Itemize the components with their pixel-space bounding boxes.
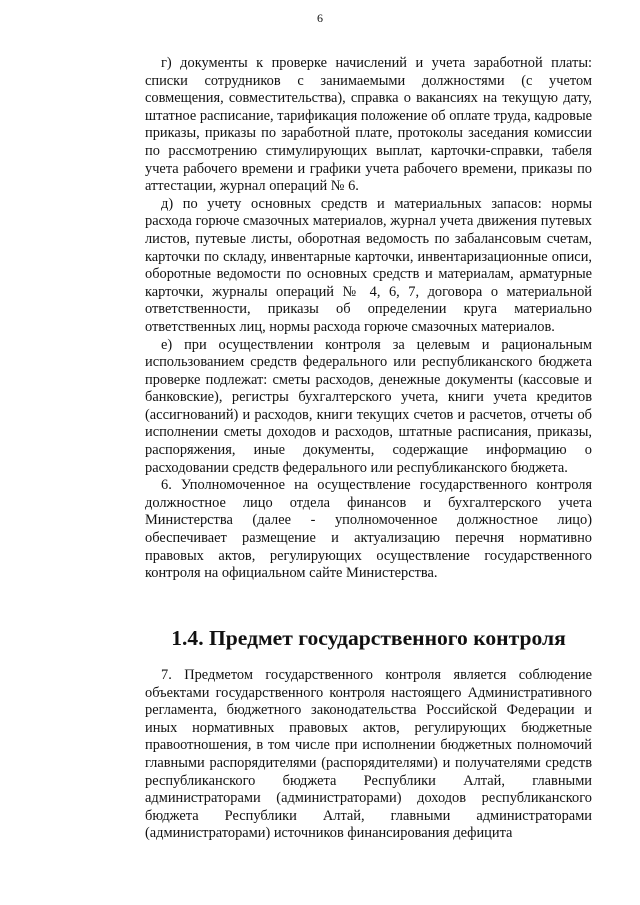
- page-number: 6: [317, 11, 323, 25]
- paragraph-item-g: г) документы к проверке начислений и учета заработной платы: списки сотрудников с занимаемыми должностями (с учетом совмещения, совместительства), справка о вакансиях на текущую дату, штатное расписание, тарификация положение об оплате труда, кадровые приказы, приказы по заработной плате, протоколы заседания комиссии по рассмотрению стимулирующих выплат, карточки-справки, табеля учета рабочего времени и графики учета рабочего времени, приказы по аттестации, журнал операций № 6.: [145, 55, 592, 195]
- paragraph-item-e: е) при осуществлении контроля за целевым и рациональным использованием средств федерального или республиканского бюджета проверке подлежат: сметы расходов, денежные документы (кассовые и банковские), регистры бухгалтерского учета, книги учета кредитов (ассигнований) и расходов, книги текущих счетов и расчетов, отчеты об исполнении сметы доходов и расходов, штатные расписания, приказы, распоряжения, иные документы, содержащие информацию о расходовании средств федерального или республиканского бюджета.: [145, 336, 592, 476]
- body-text-top: [145, 55, 592, 583]
- paragraph-6: 6. Уполномоченное на осуществление государственного контроля должностное лицо отдела финансов и бухгалтерского учета Министерства (далее - уполномоченное должностное лицо) обеспечивает размещение и актуализацию перечня нормативно правовых актов, регулирующих осуществление государственного контроля на официальном сайте Министерства.: [145, 477, 592, 582]
- paragraph-7: 7. Предметом государственного контроля является соблюдение объектами государственного контроля настоящего Административного регламента, бюджетного законодательства Российской Федерации и иных нормативных правовых актов, регулирующих бюджетные правоотношения, в том числе при исполнении бюджетных полномочий главными распорядителями (распорядителями) и получателями средств республиканского бюджета Республики Алтай, главными администраторами (администраторами) доходов республиканского бюджета Республики Алтай, главными администраторами (администраторами) источников финансирования дефицита: [145, 667, 592, 842]
- body-text-bottom: [145, 667, 592, 843]
- section-heading: 1.4. Предмет государственного контроля: [171, 626, 566, 650]
- paragraph-item-d: д) по учету основных средств и материальных запасов: нормы расхода горюче смазочных материалов, журнал учета движения путевых листов, путевые листы, оборотная ведомость по забалансовым счетам, карточки по складу, инвентарные карточки, инвентаризационные описи, оборотные ведомости по основных средств и материалам, арматурные карточки, журналы операций № 4, 6, 7, договора о материальной ответственности, приказы об определении круга материально ответственных лиц, нормы расхода горюче смазочных материалов.: [145, 195, 592, 335]
